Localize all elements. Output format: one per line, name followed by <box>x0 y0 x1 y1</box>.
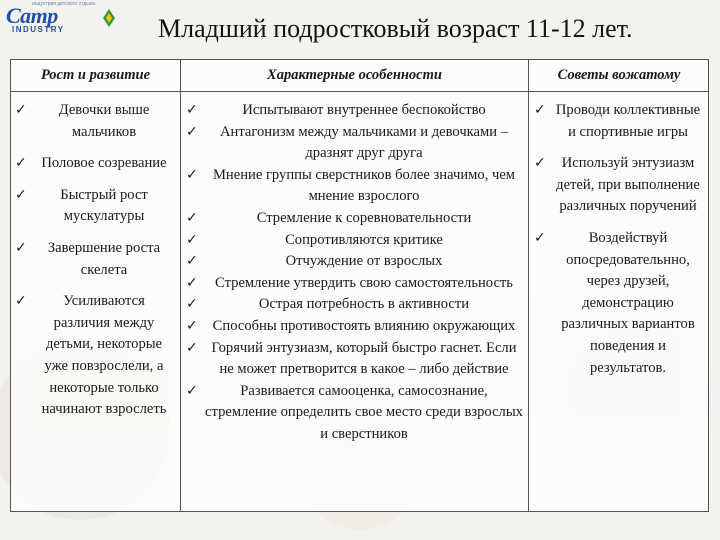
list-item <box>185 100 523 122</box>
list-item-text: Усиливаются различия между детьми, некоторые уже повзрослели, а некоторые только начинают взрослеть <box>41 293 167 418</box>
list-item <box>533 228 703 379</box>
header-advice: Советы вожатому <box>557 67 681 83</box>
list-item-text: Антагонизм между мальчиками и девочками – дразнят друг друга <box>219 123 509 162</box>
list-item <box>14 185 174 228</box>
check-icon: ✓ <box>186 209 198 226</box>
check-icon: ✓ <box>186 382 198 399</box>
logo-brand: Camp <box>6 3 58 28</box>
list-item <box>185 251 523 273</box>
camp-industry-logo <box>2 2 120 36</box>
check-icon: ✓ <box>186 166 198 183</box>
check-icon: ✓ <box>186 231 198 248</box>
list-item <box>185 316 523 338</box>
list-item <box>185 208 523 230</box>
list-item <box>14 100 174 143</box>
list-item-text: Половое созревание <box>41 155 167 172</box>
check-icon: ✓ <box>186 274 198 291</box>
check-icon: ✓ <box>534 229 546 246</box>
list-item-text: Воздействуй опосредовательнно, через друзей, демонстрацию различных вариантов поведения и результатов. <box>561 229 695 376</box>
list-item-text: Девочки выше мальчиков <box>58 102 150 140</box>
list-item-text: Отчуждение от взрослых <box>285 253 443 270</box>
check-icon: ✓ <box>186 102 198 118</box>
list-item <box>185 230 523 252</box>
logo-sub: INDUSTRY <box>12 25 65 34</box>
column-divider <box>180 60 181 511</box>
list-item-text: Острая потребность в активности <box>258 296 470 313</box>
list-item-text: Способны противостоять влиянию окружающих <box>212 317 516 334</box>
check-icon: ✓ <box>534 102 546 118</box>
list-item <box>14 153 174 175</box>
info-table <box>10 59 709 512</box>
list-item-text: Испытывают внутреннее беспокойство <box>242 102 486 118</box>
check-icon: ✓ <box>15 293 27 310</box>
column-divider <box>528 60 529 511</box>
page-title: Младший подростковый возраст 11-12 лет. <box>158 14 633 43</box>
logo-mark-icon <box>102 8 116 28</box>
list-item <box>533 100 703 143</box>
logo-tagline: индустрия детского отдыха <box>32 1 96 7</box>
list-item-text: Стремление к соревновательности <box>256 209 472 226</box>
list-item <box>185 381 523 446</box>
check-icon: ✓ <box>186 253 198 270</box>
check-icon: ✓ <box>15 186 27 203</box>
list-item-text: Развивается самооценка, самосознание, стремление определить свое место среди взрослых и сверстников <box>205 382 523 442</box>
check-icon: ✓ <box>186 317 198 334</box>
list-item <box>14 291 174 421</box>
features-list <box>185 100 523 446</box>
growth-list <box>14 100 174 421</box>
header-features: Характерные особенности <box>267 67 442 83</box>
check-icon: ✓ <box>534 155 546 172</box>
header-divider <box>11 91 708 92</box>
list-item <box>185 165 523 208</box>
list-item <box>185 338 523 381</box>
check-icon: ✓ <box>186 296 198 313</box>
list-item-text: Сопротивляются критике <box>285 231 443 248</box>
check-icon: ✓ <box>186 123 198 140</box>
header-growth: Рост и развитие <box>40 67 151 83</box>
check-icon: ✓ <box>15 102 27 118</box>
advice-list <box>533 100 703 379</box>
list-item <box>185 273 523 295</box>
check-icon: ✓ <box>186 339 198 356</box>
list-item-text: Горячий энтузиазм, который быстро гаснет. Если не может претворится в какое – либо действие <box>211 339 517 378</box>
list-item <box>185 294 523 316</box>
list-item-text: Мнение группы сверстников более значимо, чем мнение взрослого <box>212 166 516 205</box>
list-item <box>185 122 523 165</box>
check-icon: ✓ <box>15 239 27 256</box>
list-item-text: Быстрый рост мускулатуры <box>60 186 148 225</box>
list-item <box>14 238 174 281</box>
list-item-text: Используй энтузиазм детей, при выполнение различных поручений <box>556 155 700 215</box>
list-item <box>533 153 703 218</box>
list-item-text: Проводи коллективные и спортивные игры <box>555 102 701 140</box>
check-icon: ✓ <box>15 155 27 172</box>
list-item-text: Стремление утвердить свою самостоятельность <box>215 274 513 291</box>
list-item-text: Завершение роста скелета <box>47 239 161 278</box>
